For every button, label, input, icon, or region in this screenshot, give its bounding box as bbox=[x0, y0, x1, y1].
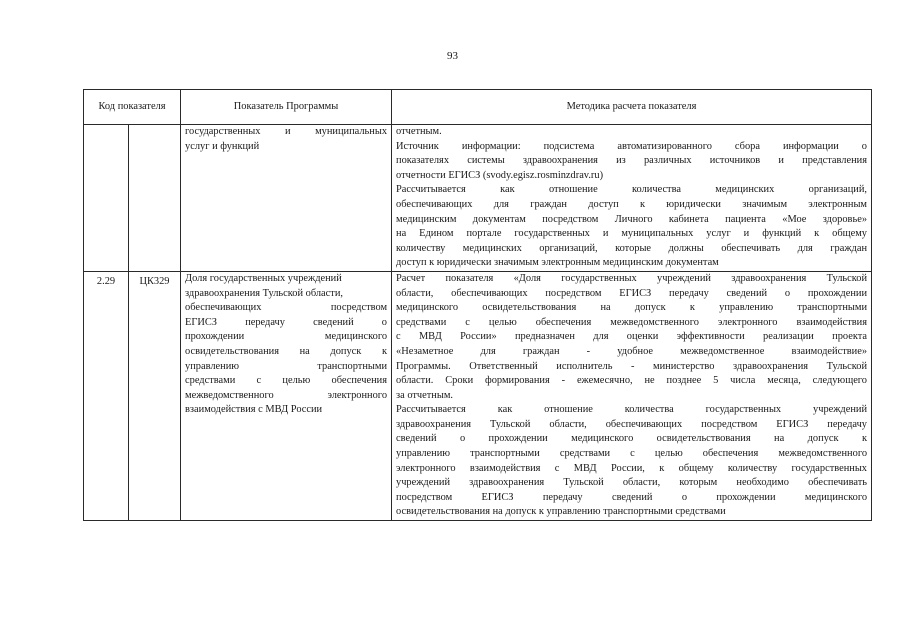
cell-number bbox=[84, 125, 129, 272]
cell-code bbox=[129, 125, 181, 272]
method-line: Источник информации: подсистема автоматизированного сбора информации о bbox=[396, 140, 868, 152]
cell-indicator bbox=[181, 125, 392, 272]
method-line: области. Сроки формирования - ежемесячно, не позднее 5 числа месяца, следующего bbox=[396, 375, 868, 387]
method-line: Рассчитывается как отношение количества медицинских организаций, bbox=[396, 184, 868, 196]
method-line: учреждений здравоохранения Тульской области, которым необходимо обеспечивать bbox=[396, 477, 868, 489]
method-line: средствами с целью обеспечения межведомственного электронного взаимодействия bbox=[396, 316, 868, 328]
indicator-line: межведомственного электронного bbox=[185, 389, 388, 401]
page-number: 93 bbox=[447, 50, 458, 62]
indicator-line: управлению транспортными bbox=[185, 360, 388, 372]
method-line: доступ к юридически значимым электронным медицинским документам bbox=[396, 257, 719, 269]
indicator-line: услуг и функций bbox=[185, 140, 260, 152]
header-indicator: Показатель Программы bbox=[181, 90, 392, 125]
method-line: освидетельствования на допуск к управлению транспортными средствами bbox=[396, 506, 726, 518]
method-line: с МВД России» предназначен для оценки эффективности реализации проекта bbox=[396, 331, 868, 343]
method-line: на Едином портале государственных и муниципальных услуг и функций к общему bbox=[396, 228, 868, 240]
header-method: Методика расчета показателя bbox=[392, 90, 872, 125]
method-line: Программы. Ответственный исполнитель - министерство здравоохранения Тульской bbox=[396, 360, 868, 372]
method-line: количеству медицинских организаций, которые должны обеспечивать для граждан bbox=[396, 242, 868, 254]
indicator-line: здравоохранения Тульской области, bbox=[185, 287, 343, 299]
indicator-line: прохождении медицинского bbox=[185, 331, 388, 343]
method-line: электронного взаимодействия с МВД России, к общему количеству государственных bbox=[396, 462, 868, 474]
method-line: обеспечивающих для граждан доступ к юридически значимым электронным bbox=[396, 198, 868, 210]
method-line: Рассчитывается как отношение количества государственных учреждений bbox=[396, 404, 868, 416]
method-line: медицинского освидетельствования на допуск к управлению транспортными bbox=[396, 302, 868, 314]
method-line: управлению транспортными средствами с целью обеспечения межведомственного bbox=[396, 448, 868, 460]
table-row bbox=[84, 271, 872, 520]
indicator-line: ЕГИСЗ передачу сведений о bbox=[185, 316, 388, 328]
method-line: области, обеспечивающих посредством ЕГИСЗ передачу сведений о прохождении bbox=[396, 287, 868, 299]
indicator-table bbox=[83, 89, 872, 521]
method-line: отчетности ЕГИСЗ (svody.egisz.rosminzdrav.ru) bbox=[396, 169, 604, 181]
indicator-line: Доля государственных учреждений bbox=[185, 272, 342, 284]
table-row bbox=[84, 125, 872, 272]
cell-number: 2.29 bbox=[84, 271, 129, 520]
cell-indicator bbox=[181, 271, 392, 520]
indicator-line: взаимодействия с МВД России bbox=[185, 404, 323, 416]
method-line: здравоохранения Тульской области, обеспечивающих посредством ЕГИСЗ передачу bbox=[396, 418, 868, 430]
table-header-row bbox=[84, 90, 872, 125]
method-line: отчетным. bbox=[396, 126, 442, 137]
method-line: «Незаметное для граждан - удобное межведомственное взаимодействие» bbox=[396, 345, 868, 357]
indicator-line: освидетельствования на допуск к bbox=[185, 345, 388, 357]
cell-code: ЦК329 bbox=[129, 271, 181, 520]
method-line: Расчет показателя «Доля государственных учреждений здравоохранения Тульской bbox=[396, 272, 868, 284]
header-code: Код показателя bbox=[84, 90, 181, 125]
indicator-line: государственных и муниципальных bbox=[185, 126, 388, 137]
method-line: показателях системы здравоохранения из различных источников и представления bbox=[396, 155, 868, 167]
cell-method bbox=[392, 271, 872, 520]
method-line: посредством ЕГИСЗ передачу сведений о прохождении медицинского bbox=[396, 491, 868, 503]
method-line: медицинским документам посредством Личного кабинета пациента «Мое здоровье» bbox=[396, 213, 868, 225]
indicator-line: обеспечивающих посредством bbox=[185, 302, 388, 314]
indicator-line: средствами с целью обеспечения bbox=[185, 375, 388, 387]
cell-method bbox=[392, 125, 872, 272]
method-line: за отчетным. bbox=[396, 389, 454, 401]
method-line: сведений о прохождении медицинского освидетельствования на допуск к bbox=[396, 433, 868, 445]
